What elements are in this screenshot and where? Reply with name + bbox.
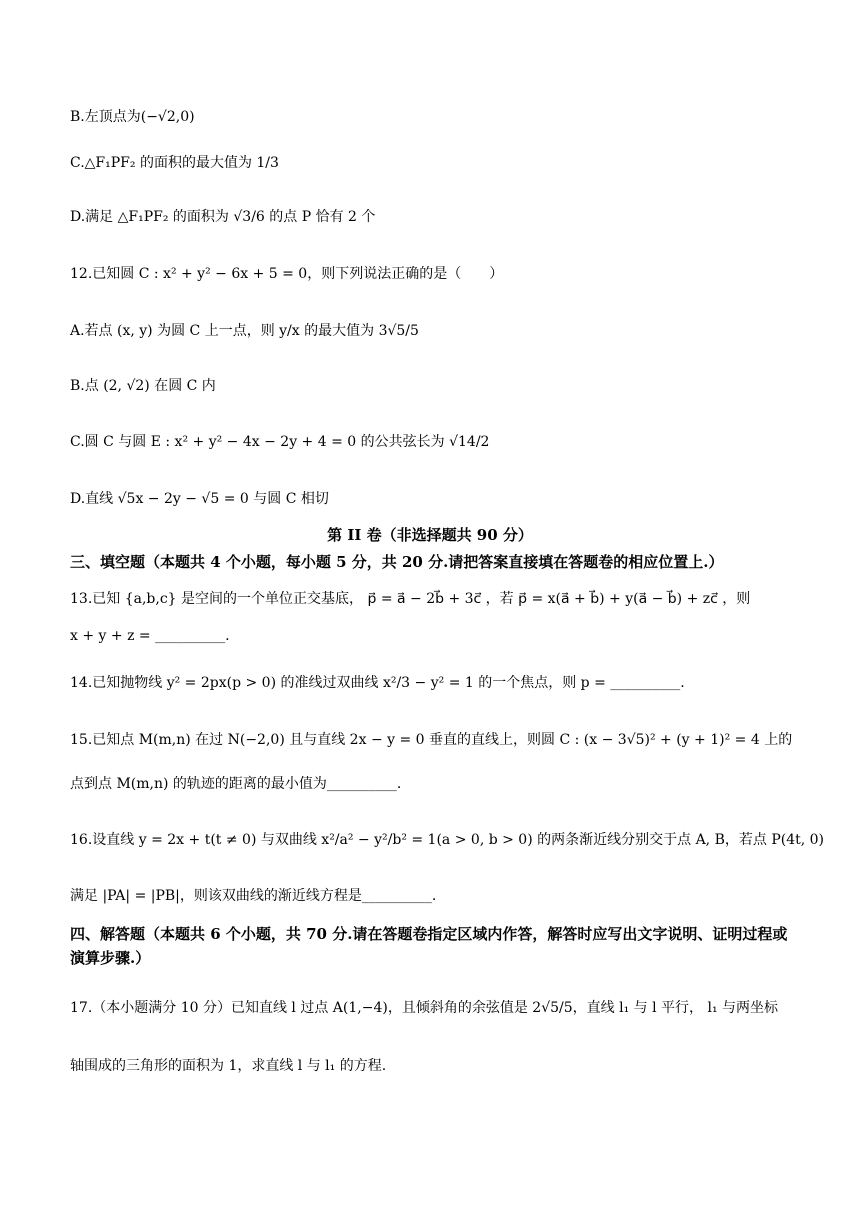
q17-line2: 轴围成的三角形的面积为 1，求直线 l 与 l₁ 的方程.	[70, 1058, 387, 1074]
q11-option-d: D.满足 △F₁PF₂ 的面积为 √3/6 的点 P 恰有 2 个	[70, 209, 376, 225]
q13-line2: x + y + z = __________.	[70, 628, 230, 644]
q12-option-a: A.若点 (x, y) 为圆 C 上一点，则 y/x 的最大值为 3√5/5	[70, 323, 419, 339]
q14-text: 14.已知抛物线 y² = 2px(p > 0) 的准线过双曲线 x²/3 − y² = 1 的一个焦点，则 p = __________.	[70, 675, 685, 691]
q12-option-c: C.圆 C 与圆 E : x² + y² − 4x − 2y + 4 = 0 的公共弦长为 √14/2	[70, 434, 490, 450]
q15-line1: 15.已知点 M(m,n) 在过 N(−2,0) 且与直线 2x − y = 0 垂直的直线上，则圆 C : (x − 3√5)² + (y + 1)² = 4 上的	[70, 732, 793, 748]
section4-heading: 四、解答题（本题共 6 个小题，共 70 分.请在答题卷指定区域内作答，解答时应写出文字说明、证明过程或演算步骤.）	[70, 925, 788, 967]
q15-line2: 点到点 M(m,n) 的轨迹的距离的最小值为__________.	[70, 776, 402, 792]
q13-line1: 13.已知 {a,b,c} 是空间的一个单位正交基底， p⃗ = a⃗ − 2b⃗ + 3c⃗ ，若 p⃗ = x(a⃗ + b⃗) + y(a⃗ − b⃗) + zc⃗ ，则	[70, 591, 751, 607]
q12-option-b: B.点 (2, √2) 在圆 C 内	[70, 378, 216, 394]
q17-line1: 17.（本小题满分 10 分）已知直线 l 过点 A(1,−4)，且倾斜角的余弦值是 2√5/5，直线 l₁ 与 l 平行， l₁ 与两坐标	[70, 1000, 779, 1016]
q11-option-b: B.左顶点为(−√2,0)	[70, 109, 195, 125]
q11-option-c: C.△F₁PF₂ 的面积的最大值为 1/3	[70, 155, 279, 171]
q12-stem: 12.已知圆 C : x² + y² − 6x + 5 = 0，则下列说法正确的是（ ）	[70, 266, 504, 282]
part2-title: 第 II 卷（非选择题共 90 分）	[327, 526, 533, 544]
q16-line1: 16.设直线 y = 2x + t(t ≠ 0) 与双曲线 x²/a² − y²/b² = 1(a > 0, b > 0) 的两条渐近线分别交于点 A, B，若点 P(4t, 0)	[70, 832, 825, 848]
q12-option-d: D.直线 √5x − 2y − √5 = 0 与圆 C 相切	[70, 491, 329, 507]
q16-line2: 满足 |PA| = |PB|，则该双曲线的渐近线方程是__________.	[70, 888, 437, 904]
section3-heading: 三、填空题（本题共 4 个小题，每小题 5 分，共 20 分.请把答案直接填在答题卷的相应位置上.）	[70, 553, 724, 571]
